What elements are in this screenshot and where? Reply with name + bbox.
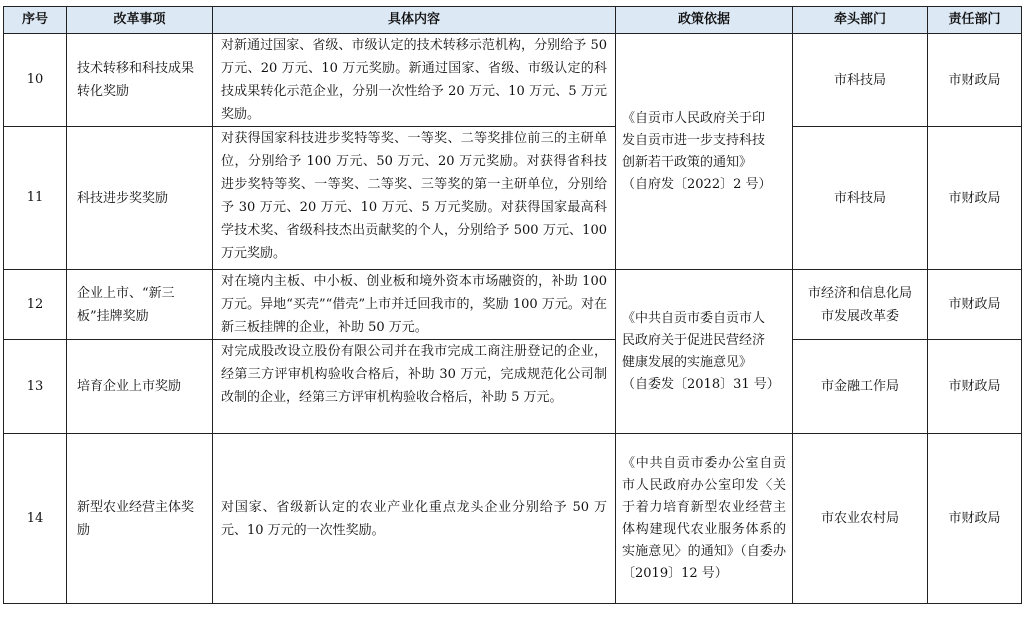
row-content: 对获得国家科技进步奖特等奖、一等奖、二等奖排位前三的主研单位，分别给予 100 万元、50 万元、20 万元奖励。对获得省科技进步奖特等奖、一等奖、二等奖、三等奖的第一主研单位，分别给予 30 万元、20 万元、10 万元、5 万元奖励。对获得国家最高科学技术奖、省级科技杰出贡献奖的个人，分别给予 500 万元、100 万元奖励。 — [213, 127, 616, 270]
row-lead: 市科技局 — [793, 127, 928, 270]
row-content: 对在境内主板、中小板、创业板和境外资本市场融资的，补助 100 万元。异地“买壳”“借壳”上市并迁回我市的，奖励 100 万元。对在新三板挂牌的企业，补助 50 万元。 — [213, 270, 616, 340]
row-basis — [616, 34, 793, 270]
basis-line: （自府发〔2022〕2 号） — [622, 176, 772, 192]
row-lead: 市经济和信息化局 市发展改革委 — [793, 270, 928, 340]
row-lead: 市科技局 — [793, 34, 928, 127]
basis-line: 《自贡市人民政府关于印 — [622, 110, 766, 126]
row-content: 对完成股改设立股份有限公司并在我市完成工商注册登记的企业，经第三方评审机构验收合格后，补助 30 万元，完成规范化公司制改制的企业，经第三方评审机构验收合格后，补助 5 万元。 — [213, 340, 616, 434]
row-num: 10 — [4, 34, 67, 127]
table-row — [4, 434, 1022, 604]
row-resp: 市财政局 — [928, 434, 1022, 604]
table-row — [4, 340, 1022, 434]
row-item: 科技进步奖奖励 — [67, 127, 213, 270]
row-num: 12 — [4, 270, 67, 340]
row-item: 培育企业上市奖励 — [67, 340, 213, 434]
basis-line: 健康发展的实施意见》 — [622, 354, 753, 370]
row-item: 新型农业经营主体奖励 — [67, 434, 213, 604]
header-item: 改革事项 — [67, 7, 213, 34]
row-num: 14 — [4, 434, 67, 604]
table-row — [4, 127, 1022, 270]
basis-line: 《中共自贡市委自贡市人 — [622, 310, 766, 326]
basis-line: （自委发〔2018〕31 号） — [622, 376, 780, 392]
header-basis: 政策依据 — [616, 7, 793, 34]
header-content: 具体内容 — [213, 7, 616, 34]
row-resp: 市财政局 — [928, 270, 1022, 340]
row-basis: 《中共自贡市委办公室自贡市人民政府办公室印发〈关于着力培育新型农业经营主体构建现代农业服务体系的实施意见〉的通知》（自委办〔2019〕12 号） — [616, 434, 793, 604]
row-num: 13 — [4, 340, 67, 434]
row-resp: 市财政局 — [928, 34, 1022, 127]
row-item: 企业上市、“新三板”挂牌奖励 — [67, 270, 213, 340]
basis-line: 发自贡市进一步支持科技 — [622, 132, 766, 148]
table-header-row — [4, 7, 1022, 34]
header-resp: 责任部门 — [928, 7, 1022, 34]
row-resp: 市财政局 — [928, 340, 1022, 434]
header-lead: 牵头部门 — [793, 7, 928, 34]
table-row — [4, 270, 1022, 340]
basis-line: 民政府关于促进民营经济 — [622, 332, 766, 348]
row-resp: 市财政局 — [928, 127, 1022, 270]
row-content: 对新通过国家、省级、市级认定的技术转移示范机构，分别给予 50 万元、20 万元、10 万元奖励。新通过国家、省级、市级认定的科技成果转化示范企业，分别一次性给予 20 万元、10 万元、5 万元奖励。 — [213, 34, 616, 127]
row-lead: 市农业农村局 — [793, 434, 928, 604]
row-item: 技术转移和科技成果转化奖励 — [67, 34, 213, 127]
basis-line: 创新若干政策的通知》 — [622, 154, 753, 170]
row-num: 11 — [4, 127, 67, 270]
policy-table — [3, 6, 1022, 604]
header-num: 序号 — [4, 7, 67, 34]
table-row — [4, 34, 1022, 127]
row-lead: 市金融工作局 — [793, 340, 928, 434]
row-basis — [616, 270, 793, 434]
row-content: 对国家、省级新认定的农业产业化重点龙头企业分别给予 50 万元、10 万元的一次性奖励。 — [213, 434, 616, 604]
